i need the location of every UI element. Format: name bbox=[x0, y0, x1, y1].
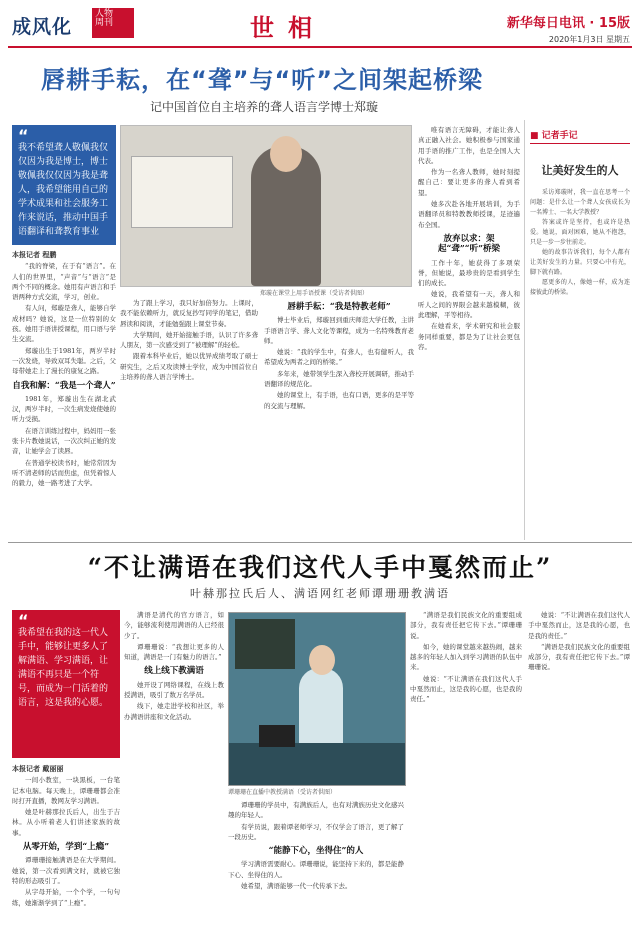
story2-para: 谭珊珊接触满语是在大学期间。她说，第一次看到满文时，就被它独特的形态吸引了。 bbox=[12, 856, 120, 885]
sidebar-para: 采访郑璇时，我一直在思考一个问题：是什么让一个聋人女孩成长为一名博士、一名大学教授？ bbox=[530, 189, 630, 216]
story1-para: 她的课堂上，有手语，也有口语，更多的是平等的交流与理解。 bbox=[264, 391, 414, 410]
story2-column-3 bbox=[228, 800, 404, 922]
story2-photo-caption: 谭珊珊在直播中教授满语（受访者供图） bbox=[228, 789, 337, 796]
sidebar-body bbox=[530, 188, 630, 298]
story2-para: 她说：“不让满语在我们这代人手中戛然而止，这是我的心愿，也是我的责任。” bbox=[528, 611, 630, 640]
weekly-logo bbox=[92, 8, 134, 38]
story1-column-3 bbox=[264, 298, 414, 540]
sidebar-para: 她的故事告诉我们，每个人都有让美好发生的力量。只要心中有光，脚下就有路。 bbox=[530, 249, 630, 276]
story2-para: 线下，她走进学校和社区，举办满语讲座和文化活动。 bbox=[124, 702, 224, 721]
sidebar-label-text: 记者手记 bbox=[541, 131, 578, 141]
story1-subheading-2: 唇耕手耘：“我是特教老师” bbox=[287, 302, 391, 312]
story2-para: 满语是清代的官方语言，如今，能够流利使用满语的人已经很少了。 bbox=[124, 611, 224, 640]
story1-subheading-1: 自我和解：“我是一个聋人” bbox=[12, 380, 116, 391]
story1-photo-caption: 郑璇在课堂上用手语授课（受访者供图） bbox=[260, 290, 369, 297]
photo-desk bbox=[229, 743, 405, 785]
story1-para: 大学期间，她开始接触手语，认识了许多聋人朋友，第一次感受到了“被理解”的轻松。 bbox=[120, 330, 258, 350]
story2-headline: “不让满语在我们这代人手中戛然而止” bbox=[87, 553, 553, 582]
story1-para: 在她看来，学术研究和社会服务同样重要，都是为了让社会更包容。 bbox=[418, 322, 520, 351]
story2-subheading-1: 从零开始，学到“上瘾” bbox=[22, 842, 110, 853]
story2-para: 她开设了网络课程，在线上教授满语，吸引了数万名学员。 bbox=[124, 680, 224, 700]
story1-para: 在普通学校读书时，她常常因为听不清老师的话而焦虑，但凭着惊人的毅力，她一路考进了大学。 bbox=[12, 458, 116, 488]
story2-subheading-3: “能静下心，坐得住”的人 bbox=[268, 846, 364, 857]
sidebar-para: 答案或许是坚持，也或许是热爱。她说，面对困难，她从不抱怨，只是一步一步往前走。 bbox=[530, 219, 630, 246]
photo-laptop bbox=[259, 725, 295, 747]
story2-para: 她希望，满语能够一代一代传承下去。 bbox=[241, 882, 352, 891]
story1-para: 郑璇出生于1981年，两岁半时一次发烧，导致双耳失聪。之后，父母带她走上了漫长的康复之路。 bbox=[12, 346, 116, 376]
story1-column-2 bbox=[120, 298, 258, 540]
story1-para: 有人问，郑璇是聋人，能够自学成材吗？她说，这是一位特别的女孩。她用手语讲授课程，用口语与学生交流。 bbox=[12, 304, 116, 344]
story1-photo bbox=[120, 125, 412, 287]
logo-line-2: 周刊 bbox=[95, 18, 114, 29]
section-title: 世相 bbox=[250, 13, 326, 42]
quote-mark-icon: “ bbox=[18, 126, 29, 145]
story2-para: 谭珊珊的学员中，有满族后人，也有对满族历史文化感兴趣的年轻人。 bbox=[228, 801, 404, 820]
story1-para: 她说，我希望有一天，聋人和听人之间的界限会越来越模糊，彼此理解，平等相待。 bbox=[418, 290, 520, 320]
story2-subhead: 叶赫那拉氏后人、满语网红老师谭珊珊教满语 bbox=[190, 587, 450, 600]
masthead-rule bbox=[8, 46, 632, 48]
issue-date: 2020年1月3日 星期五 bbox=[548, 35, 630, 44]
story1-para: 为了跟上学习，我只好加倍努力。上课时，我不能依赖听力，就反复抄写同学的笔记，借助唇读和阅读，才能勉强跟上课堂节奏。 bbox=[120, 299, 258, 328]
story1-column-1 bbox=[12, 250, 116, 540]
story1-para: 她多次赴各地开展培训，为手语翻译员和特教教师授课，足迹遍布全国。 bbox=[418, 200, 520, 229]
sidebar-title: 让美好发生的人 bbox=[541, 164, 619, 177]
story2-para: 谭珊珊说：“我想让更多的人知道，满语是一门有魅力的语言。” bbox=[124, 642, 224, 662]
story2-para: 有学员说，跟着谭老师学习，不仅学会了语言，更了解了一段历史。 bbox=[228, 822, 404, 841]
story1-para: 作为一名聋人教师，她时刻提醒自己：要让更多的聋人看到希望。 bbox=[418, 168, 520, 197]
story2-para: “满语是我们民族文化的重要组成部分，我有责任把它传下去。”谭珊珊说。 bbox=[410, 611, 522, 640]
story2-byline: 本报记者 戴丽丽 bbox=[12, 764, 64, 773]
story2-para: 她说：“不让满语在我们这代人手中戛然而止，这是我的心愿，也是我的责任。” bbox=[410, 674, 522, 704]
quote-mark-icon: “ bbox=[18, 611, 29, 630]
story2-para: 一间小教室，一块黑板，一台笔记本电脑。每天晚上，谭珊珊都会准时打开直播，教网友学习满语。 bbox=[12, 776, 120, 805]
story1-para: 工作十年，她获得了多项荣誉，但她说，最珍贵的是看到学生们的成长。 bbox=[418, 258, 520, 288]
photo-teacher-head bbox=[309, 645, 335, 675]
story2-column-4 bbox=[410, 610, 522, 922]
section-divider bbox=[8, 542, 632, 543]
story2-column-5 bbox=[528, 610, 630, 922]
sidebar-para: 愿更多的人，像她一样，成为连接彼此的桥梁。 bbox=[530, 279, 630, 296]
reporter-notes-sidebar bbox=[530, 128, 630, 540]
story2-para: 学习满语需要耐心。谭珊珊说，能坚持下来的，都是能静下心、坐得住的人。 bbox=[228, 860, 404, 879]
story2-column-1 bbox=[12, 764, 120, 922]
photo-teacher-body bbox=[299, 668, 343, 748]
story2-para: 她是叶赫那拉氏后人，出生于吉林。从小听着老人们讲述家族的故事。 bbox=[12, 808, 120, 837]
brand-page: 新华每日电讯 · 15版 bbox=[506, 16, 630, 31]
story2-pull-quote bbox=[12, 610, 120, 758]
story2-photo bbox=[228, 612, 406, 786]
story1-column-4 bbox=[418, 125, 520, 540]
story1-para: 博士毕业后，郑璇回到重庆师范大学任教，主讲手语语言学、聋人文化等课程，成为一名特殊教育老师。 bbox=[264, 316, 414, 345]
story2-para: “满语是我们民族文化的重要组成部分，我有责任把它传下去。”谭珊珊说。 bbox=[528, 642, 630, 672]
story1-quote-text: 我不希望聋人敬佩我仅仅因为我是博士，博士敬佩我仅仅因为我是聋人，我希望能用自己的学术成果和社会服务工作来说话，推动中国手语翻译和聋教育事业 bbox=[18, 143, 109, 237]
story1-para: 跟着本科毕业后，她以优异成绩考取了硕士研究生，之后又攻读博士学位，成为中国首位自主培养的聋人语言学博士。 bbox=[120, 352, 258, 382]
sidebar-label: ■ 记者手记 bbox=[530, 128, 630, 144]
story2-subheading-2: 线上线下教满语 bbox=[144, 666, 204, 677]
story1-pull-quote bbox=[12, 125, 116, 245]
story1-para: 她说：“我的学生中，有聋人，也有健听人，我希望成为两者之间的桥梁。” bbox=[264, 348, 414, 367]
paper-name: 成风化 bbox=[12, 16, 73, 38]
story2-quote-text: 我希望在我的这一代人手中，能够让更多人了解满语、学习满语，让满语不再只是一个符号，而成为一门活着的语言，这是我的心愿。 bbox=[18, 628, 109, 708]
story1-para: 在语言训练过程中，妈妈用一张张卡片教她说话，一次次纠正她的发音，让她学会了读唇。 bbox=[12, 426, 116, 456]
photo-person-head bbox=[270, 136, 302, 172]
story1-para: 多年来，她带领学生深入聋校开展调研，推动手语翻译的规范化。 bbox=[264, 369, 414, 389]
photo-whiteboard bbox=[131, 156, 233, 228]
story1-subheading-3: 放弃以求：架起“聋”“听”桥梁 bbox=[437, 233, 501, 255]
story2-column-2 bbox=[124, 610, 224, 922]
logo-line-1: 人物 bbox=[95, 9, 114, 19]
story1-para: 1981年，郑璇出生在湖北武汉，两岁半时，一次生病发烧使她的听力受损。 bbox=[12, 394, 116, 424]
story1-byline: 本报记者 程鹏 bbox=[12, 250, 57, 259]
story2-para: 如今，她的课堂越来越热闹，越来越多的年轻人加入到学习满语的队伍中来。 bbox=[410, 642, 522, 672]
story2-para: 从字母开始，一个个学，一句句练，她渐渐学到了“上瘾”。 bbox=[12, 888, 120, 907]
masthead bbox=[0, 0, 640, 44]
sidebar-divider bbox=[524, 120, 525, 540]
story1-para: 唯有语言无障碍，才能让聋人真正融入社会。她积极参与国家通用手语的推广工作，也是全国人大代表。 bbox=[418, 126, 520, 165]
story1-para: “我的脊梁，在于有“语言”。在人们的世界里，“声音”与“语言”是两个不同的概念。她用有声语言和手语两种方式交流，学习，创业。 bbox=[12, 262, 116, 302]
story1-headline: 唇耕手耘，在“聋”与“听”之间架起桥梁 bbox=[40, 66, 484, 94]
photo-chalkboard bbox=[235, 619, 295, 669]
story1-subhead: 记中国首位自主培养的聋人语言学博士郑璇 bbox=[150, 100, 379, 114]
